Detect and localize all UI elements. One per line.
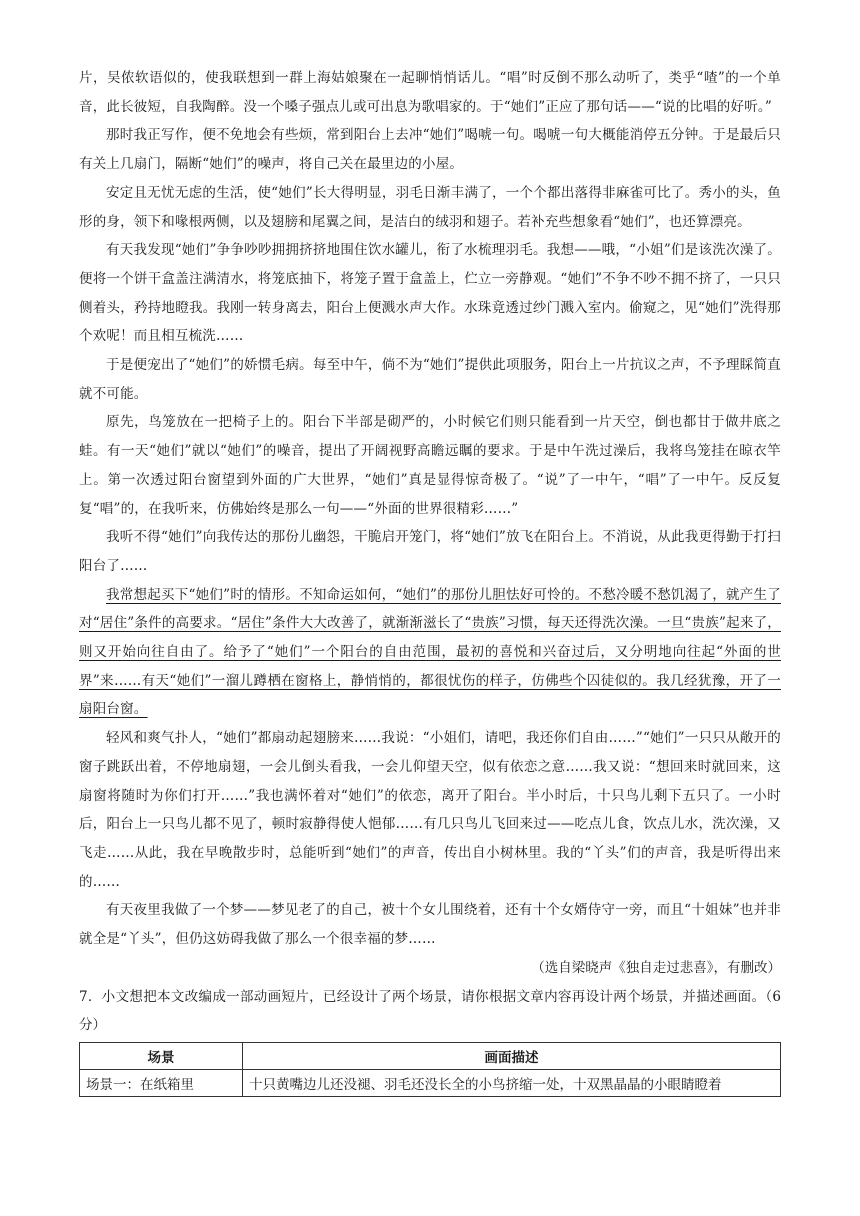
table-header-row bbox=[80, 1042, 781, 1069]
description-cell: 十只黄嘴边儿还没褪、羽毛还没长全的小鸟挤缩一处，十双黑晶晶的小眼睛瞪着 bbox=[243, 1069, 781, 1096]
question-7: 7．小文想把本文改编成一部动画短片，已经设计了两个场景，请你根据文章内容再设计两个场景，并描述画面。（6分） bbox=[79, 988, 781, 1034]
paragraph: 片，吴侬软语似的，使我联想到一群上海姑娘聚在一起聊悄悄话儿。“唱”时反倒不那么动听了，类乎“喳”的一个单音，此长彼短，自我陶醉。没一个嗓子强点儿或可出息为歌唱家的。于“她们”正应了那句话——“说的比唱的好听。” bbox=[79, 70, 781, 115]
table-row bbox=[80, 1069, 781, 1096]
paragraph: 有天我发现“她们”争争吵吵拥拥挤挤地围住饮水罐儿，衔了水梳理羽毛。我想——哦，“小姐”们是该洗次澡了。便将一个饼干盒盖注满清水，将笼底抽下，将笼子置于盒盖上，伫立一旁静观。“她们”不争不吵不拥不挤了，一只只侧着头，矜持地瞪我。我刚一转身离去，阳台上便溅水声大作。水珠竟透过纱门溅入室内。偷窥之，见“她们”洗得那个欢呢！而且相互梳洗…… bbox=[79, 242, 781, 345]
paragraph: 那时我正写作，便不免地会有些烦，常到阳台上去冲“她们”喝唬一句。喝唬一句大概能消停五分钟。于是最后只有关上几扇门，隔断“她们”的噪声，将自己关在最里边的小屋。 bbox=[79, 127, 781, 173]
header-scene: 场景 bbox=[80, 1042, 243, 1069]
paragraph: 轻风和爽气扑人，“她们”都扇动起翅膀来……我说：“小姐们，请吧，我还你们自由……”“她们”一只只从敞开的窗子跳跃出着，不停地扇翅，一会儿倒头看我，一会儿仰望天空，似有依恋之意……我又说：“想回来时就回来，这扇窗将随时为你们打开……”我也满怀着对“她们”的依恋，离开了阳台。半小时后，十只鸟儿剩下五只了。一小时后，阳台上一只鸟儿都不见了，顿时寂静得使人悒郁……有几只鸟儿飞回来过——吃点儿食，饮点儿水，洗次澡，又飞走……从此，我在早晚散步时，总能听到“她们”的声音，传出自小树林里。我的“丫头”们的声音，我是听得出来的…… bbox=[79, 730, 781, 890]
paragraph: 于是便宠出了“她们”的娇惯毛病。每至中午，倘不为“她们”提供此项服务，阳台上一片抗议之声，不予理睬简直就不可能。 bbox=[79, 357, 781, 402]
paragraph bbox=[79, 581, 781, 725]
scene-cell: 场景一：在纸箱里 bbox=[80, 1069, 243, 1096]
paragraph: 我听不得“她们”向我传达的那份儿幽怨，干脆启开笼门，将“她们”放飞在阳台上。不消说，从此我更得勤于打扫阳台了…… bbox=[79, 529, 781, 574]
source-citation: （选自梁晓声《独自走过悲喜》，有删改） bbox=[531, 959, 781, 976]
paragraph: 安定且无忧无虑的生活，使“她们”长大得明显，羽毛日渐丰满了，一个个都出落得非麻雀可比了。秀小的头，鱼形的身，领下和喙根两侧，以及翅膀和尾翼之间，是洁白的绒羽和翅子。若补充些想象看“她们”，也还算漂亮。 bbox=[79, 184, 781, 230]
paragraph: 原先，鸟笼放在一把椅子上的。阳台下半部是砌严的，小时候它们则只能看到一片天空，倒也都甘于做井底之蛙。有一天“她们”就以“她们”的噪音，提出了开阔视野高瞻远瞩的要求。于是中午洗过澡后，我将鸟笼挂在晾衣竿上。第一次透过阳台窗望到外面的广大世界，“她们”真是显得惊奇极了。“说”了一中午，“唱”了一中午。反反复复“唱”的，在我听来，仿佛始终是那么一句——“外面的世界很精彩……” bbox=[79, 414, 781, 517]
header-description: 画面描述 bbox=[243, 1042, 781, 1069]
underlined-passage: 我常想起买下“她们”时的情形。不知命运如何，“她们”的那份儿胆怯好可怜的。不愁冷暖不愁饥渴了，就产生了对“居住”条件的高要求。“居住”条件大大改善了，就渐渐滋长了“贵族”习惯，每天还得洗次澡。一旦“贵族”起来了，则又开始向往自由了。给予了“她们”一个阳台的自由范围，最初的喜悦和兴奋过后，又分明地向往起“外面的世界”来……有天“她们”一溜儿蹲栖在窗格上，静悄悄的，都很忧伤的样子，仿佛些个囚徒似的。我几经犹豫，开了一扇阳台窗。 bbox=[79, 586, 781, 718]
article-body bbox=[79, 64, 781, 954]
paragraph: 有天夜里我做了一个梦——梦见老了的自己，被十个女儿围绕着，还有十个女婿侍守一旁，而且“十姐妹”也并非就全是“丫头”，但仍这妨碍我做了那么一个很幸福的梦…… bbox=[79, 902, 781, 948]
document-page bbox=[79, 64, 781, 1097]
scene-table bbox=[79, 1042, 781, 1097]
